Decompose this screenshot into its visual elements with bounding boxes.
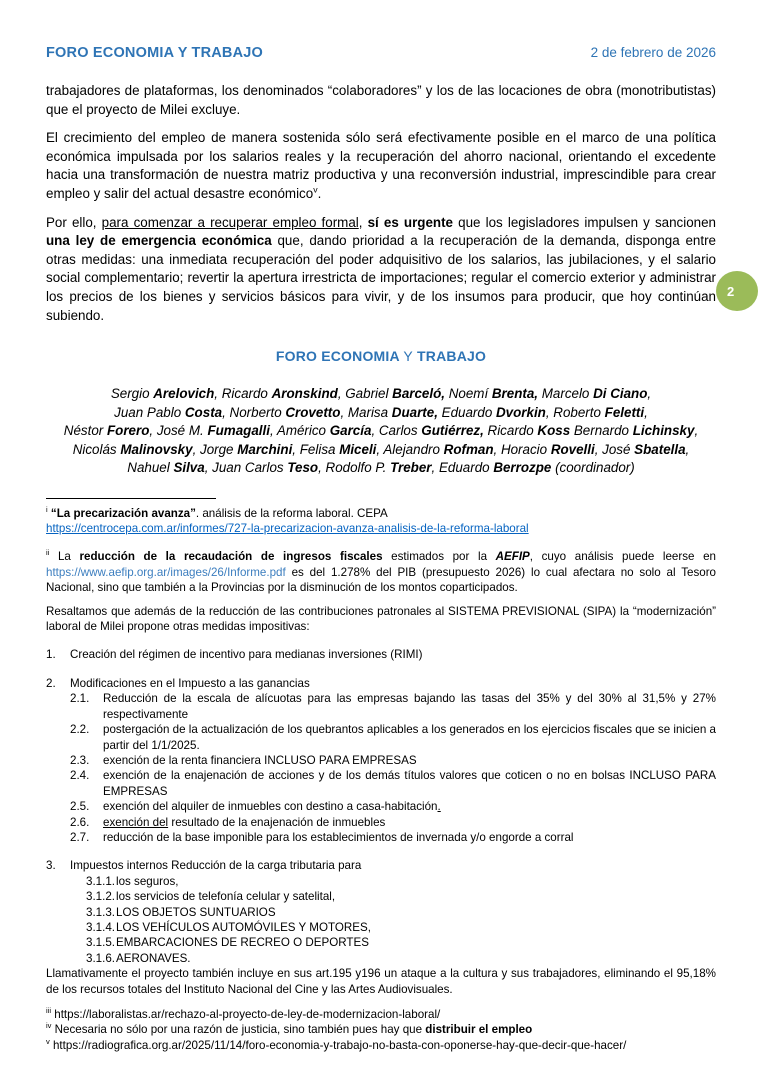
document-content <box>46 45 716 1053</box>
list-item <box>46 676 716 691</box>
list-item-text: LOS OBJETOS SUNTUARIOS <box>116 905 276 919</box>
page-header <box>46 45 716 61</box>
list-item-number: 3.1.1. <box>86 874 116 888</box>
list-item-text: exención de la renta financiera INCLUSO PARA EMPRESAS <box>103 753 417 767</box>
list-item-text: Reducción de la escala de alícuotas para las empresas bajando las tasas del 35% y del 30% al 31,5% y 27% respectivamente <box>103 692 716 721</box>
list-item-text: Creación del régimen de incentivo para medianas inversiones (RIMI) <box>70 648 423 662</box>
signatory-line: Sergio Arelovich, Ricardo Aronskind, Gabriel Barceló, Noemí Brenta, Marcelo Di Ciano, <box>110 386 652 402</box>
list-item-text: los servicios de telefonía celular y satelital, <box>116 890 336 904</box>
list-item <box>46 647 716 662</box>
list-item-text: Modificaciones en el Impuesto a las ganancias <box>70 676 310 690</box>
footnote-iv: $^{iv}$ Necesaria no sólo por una razón de justicia, sino también pues hay que distribuir el empleo <box>46 1021 533 1037</box>
signatory-line: Juan Pablo Costa, Norberto Crovetto, Marisa Duarte, Eduardo Dvorkin, Roberto Feletti, <box>114 404 648 420</box>
signatory-line: Nahuel Silva, Juan Carlos Teso, Rodolfo P. Treber, Eduardo Berrozpe (coordinador) <box>127 460 635 476</box>
signatory-line: Nicolás Malinovsky, Jorge Marchini, Felisa Miceli, Alejandro Rofman, Horacio Rovelli, José Sbatella, <box>72 441 690 457</box>
page-number: 2 <box>727 283 735 299</box>
list-item-text: postergación de la actualización de los quebrantos aplicables a los generados en los ejercicios fiscales que se inicien a partir del 1/1/2025. <box>103 723 716 752</box>
list-item <box>46 920 716 935</box>
list-item-text: AERONAVES. <box>116 951 191 965</box>
list-item-number: 2.6. <box>70 815 90 829</box>
list-item-number: 2. <box>46 676 56 690</box>
header-org-title: FORO ECONOMIA Y TRABAJO <box>46 45 264 61</box>
list-item-text: reducción de la base imponible para los establecimientos de invernada y/o engorde a corral <box>103 830 574 844</box>
list-item-text: Impuestos internos Reducción de la carga tributaria para <box>70 859 362 873</box>
list-item <box>46 951 716 966</box>
list-item-number: 2.2. <box>70 723 90 737</box>
list-item <box>46 905 716 920</box>
signatories-list <box>46 385 716 478</box>
list-item-number: 3.1.2. <box>86 890 116 904</box>
list-item <box>46 935 716 950</box>
list-item <box>46 753 716 768</box>
footnote-ii: $^{ii}$ La reducción de la recaudación de ingresos fiscales estimados por la AEFIP, cuyo análisis puede leerse en https://www.aefip.org.ar/images/26/Informe.pdf es del 1.278% del PIB (presupuesto 2026) lo cual afectara no solo al Tesoro Nacional, sino que también a la Provincias por la disminución de los montos coparticipados. <box>46 548 716 595</box>
list-item <box>46 691 716 722</box>
forum-heading: FORO ECONOMIA Y TRABAJO <box>275 348 487 365</box>
list-item-number: 3.1.4. <box>86 920 116 934</box>
footnote-separator <box>46 498 216 499</box>
list-item-number: 1. <box>46 648 56 662</box>
paragraph-employment-growth: El crecimiento del empleo de manera sostenida sólo será efectivamente posible en el marco de una política económica impulsada por los salarios reales y la recuperación del ahorro nacional, orientando el excedente hacia una transformación de nuestra matriz productiva y una reconversión industrial, imprescindible para crear empleo y salir del actual desastre económico$^v$. <box>46 130 716 201</box>
list-item-number: 2.5. <box>70 800 90 814</box>
list-item-number: 3. <box>46 859 56 873</box>
list-item <box>46 799 716 814</box>
footnote-iii: $^{iii}$ https://laboralistas.ar/rechazo-al-proyecto-de-ley-de-modernizacion-laboral/ <box>46 1006 441 1021</box>
list-item-number: 3.1.6. <box>86 951 116 965</box>
list-item-text: exención del resultado de la enajenación de inmuebles <box>103 815 386 829</box>
list-item <box>46 768 716 799</box>
list-item-number: 3.1.3. <box>86 905 116 919</box>
list-item <box>46 722 716 753</box>
list-item-number: 2.1. <box>70 692 90 706</box>
list-item-number: 2.4. <box>70 769 90 783</box>
footnote-resaltamos: Resaltamos que además de la reducción de las contribuciones patronales al SISTEMA PREVISIONAL (SIPA) la “modernización” laboral de Milei propone otras medidas impositivas: <box>46 604 716 634</box>
hyperlink[interactable]: https://www.aefip.org.ar/images/26/Informe.pdf <box>46 565 286 579</box>
paragraph-platform-workers: trabajadores de plataformas, los denominados “colaboradores” y los de las locaciones de obra (monotributistas) que el proyecto de Milei excluye. <box>46 83 716 117</box>
list-item-text: exención de la enajenación de acciones y de los demás títulos valores que coticen o no en bolsas INCLUSO PARA EMPRESAS <box>103 769 716 798</box>
list-item-text: los seguros, <box>116 874 179 888</box>
paragraph-emergency-law: Por ello, para comenzar a recuperar empleo formal, sí es urgente que los legisladores impulsen y sancionen una ley de emergencia económica que, dando prioridad a la recuperación de la demanda, disponga entre otras medidas: una inmediata recuperación del poder adquisitivo de los salarios, las jubilaciones, y el salario social complementario; revertir la apertura irrestricta de importaciones; regular el comercio exterior y administrar los precios de los bienes y servicios básicos para vivir, y de los insumos para producir, que hoy continúan subiendo. <box>46 214 717 323</box>
header-date: 2 de febrero de 2026 <box>590 45 716 60</box>
list-item-text: exención del alquiler de inmuebles con destino a casa-habitación. <box>103 800 441 814</box>
list-item <box>46 889 716 904</box>
hyperlink[interactable]: https://centrocepa.com.ar/informes/727-la-precarizacion-avanza-analisis-de-la-reforma-laboral <box>46 522 529 536</box>
page-number-badge <box>716 271 758 311</box>
list-item-number: 3.1.5. <box>86 936 116 950</box>
list-item <box>46 815 716 830</box>
signatory-line: Néstor Forero, José M. Fumagalli, Américo García, Carlos Gutiérrez, Ricardo Koss Bernardo Lichinsky, <box>63 423 699 439</box>
tax-measures-list <box>46 647 716 966</box>
list-item <box>46 858 716 873</box>
list-item-number: 2.7. <box>70 830 90 844</box>
list-item-number: 2.3. <box>70 753 90 767</box>
list-item-text: LOS VEHÍCULOS AUTOMÓVILES Y MOTORES, <box>116 920 371 934</box>
footnote-i: $^i$ “La precarización avanza”. análisis de la reforma laboral. CEPA https://centrocepa.com.ar/informes/727-la-precarizacion-avanza-analisis-de-la-reforma-laboral <box>46 504 529 536</box>
list-item-text: EMBARCACIONES DE RECREO O DEPORTES <box>116 936 369 950</box>
list-item <box>46 830 716 845</box>
list-item <box>46 874 716 889</box>
footnote-v: $^v$ https://radiografica.org.ar/2025/11/14/foro-economia-y-trabajo-no-basta-con-oponerse-hay-que-decir-que-hacer/ <box>46 1036 627 1052</box>
footnote-cinema-attack: Llamativamente el proyecto también incluye en sus art.195 y196 un ataque a la cultura y sus trabajadores, eliminando el 95,18% de los recursos totales del Instituto Nacional del Cine y las Artes Audiovisuales. <box>46 967 716 996</box>
